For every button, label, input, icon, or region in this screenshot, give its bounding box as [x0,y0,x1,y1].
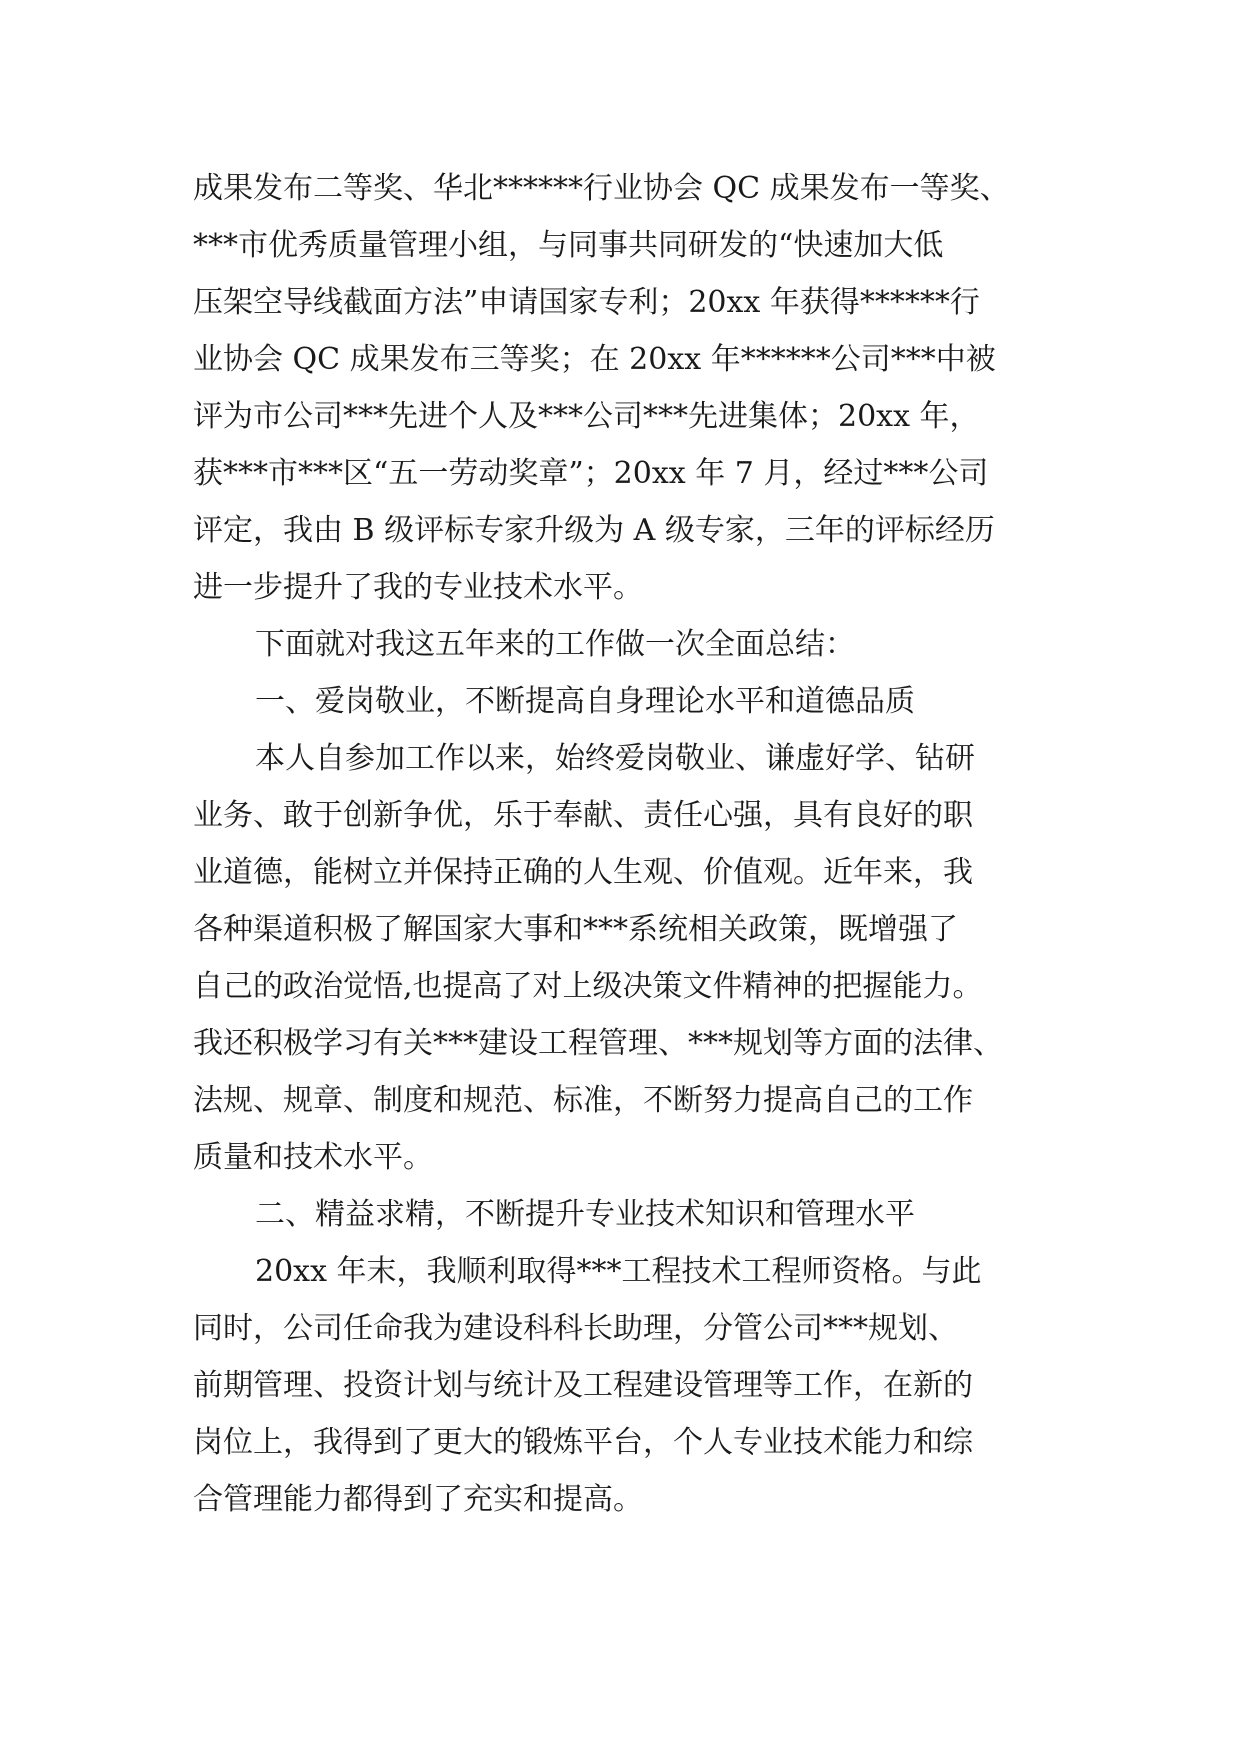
text-line: 评为市公司***先进个人及***公司***先进集体；20xx 年， [193,399,980,434]
text-line: 业协会 QC 成果发布三等奖；在 20xx 年******公司***中被 [193,342,996,377]
text-line: 岗位上，我得到了更大的锻炼平台，个人专业技术能力和综 [193,1425,973,1460]
text-line: 各种渠道积极了解国家大事和***系统相关政策，既增强了 [193,912,958,947]
section-heading-1: 一、爱岗敬业，不断提高自身理论水平和道德品质 [255,684,915,719]
text-line: 进一步提升了我的专业技术水平。 [193,570,643,605]
text-line: 获***市***区“五一劳动奖章”；20xx 年 7 月，经过***公司 [193,456,989,491]
text-line: 业道德，能树立并保持正确的人生观、价值观。近年来，我 [193,855,973,890]
text-line: 成果发布二等奖、华北******行业协会 QC 成果发布一等奖、 [193,171,1010,206]
section-heading-2: 二、精益求精，不断提升专业技术知识和管理水平 [255,1197,915,1232]
text-line: 压架空导线截面方法”申请国家专利；20xx 年获得******行 [193,285,980,320]
text-line: 我还积极学习有关***建设工程管理、***规划等方面的法律、 [193,1026,1003,1061]
document-body [193,160,1053,1528]
text-line: 评定，我由 B 级评标专家升级为 A 级专家，三年的评标经历 [193,513,995,548]
text-line: 自己的政治觉悟,也提高了对上级决策文件精神的把握能力。 [193,969,983,1004]
text-line: 法规、规章、制度和规范、标准，不断努力提高自己的工作 [193,1083,973,1118]
summary-intro-line: 下面就对我这五年来的工作做一次全面总结： [255,627,855,662]
text-line: ***市优秀质量管理小组，与同事共同研发的“快速加大低 [193,228,944,263]
text-line: 业务、敢于创新争优，乐于奉献、责任心强，具有良好的职 [193,798,973,833]
text-line: 同时，公司任命我为建设科科长助理，分管公司***规划、 [193,1311,958,1346]
text-line: 前期管理、投资计划与统计及工程建设管理等工作，在新的 [193,1368,973,1403]
text-line: 质量和技术水平。 [193,1140,433,1175]
text-line: 合管理能力都得到了充实和提高。 [193,1482,643,1517]
text-line: 本人自参加工作以来，始终爱岗敬业、谦虚好学、钻研 [255,741,975,776]
text-line: 20xx 年末，我顺利取得***工程技术工程师资格。与此 [255,1254,982,1289]
